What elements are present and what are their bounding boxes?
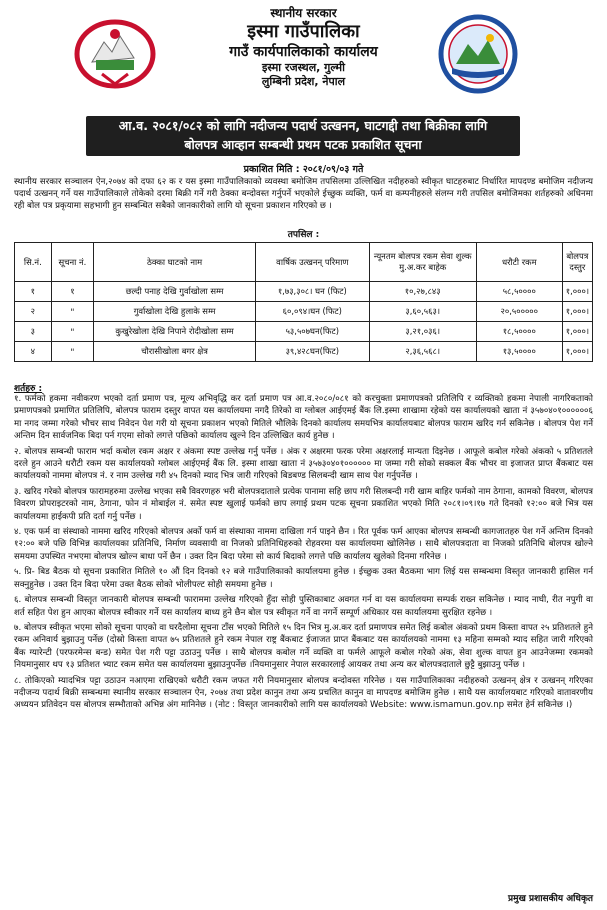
table-header-row bbox=[15, 243, 593, 282]
col-deposit: धरौटी रकम bbox=[476, 243, 562, 282]
cell-deposit: २०,५००००० bbox=[476, 302, 562, 322]
col-notice-no: सूचना नं. bbox=[51, 243, 94, 282]
condition-item: ७. बोलपत्र स्वीकृत भएमा सोको सूचना पाएको वा घरदैलोमा सूचना टाँस भएको मितिले १५ दिन भित्र मु.अ.कर दर्ता प्रमाणपत्र समेत लिई कबोल अंकको प्रथम किस्ता वापत २५ प्रतिशतले हुने रकम अनिवार्य बुझाउनु पर्नेछ (दोस्रो किस्ता वापत ७५ प्रतिशतले हुने रकम नेपाल राष्ट्र बैंकबाट ईजाजत प्राप्त बैंकबाट यस कार्यालयको नाममा १३ महिना सम्मको म्याद सहित जारी गरिएको बैंक ग्यारेन्टी (परफरमेन्स बन्ड) समेत पेश गरी पट्टा उठाउनु पर्नेछ । साथै बोलपत्र कबोल गर्ने व्यक्ति वा फर्मले आफूले कबोल गरेको अंक, सेवा शुल्क वापत हुन आउनेजम्मा रकमको नियमानुसार थप १३ प्रतिशत भ्याट रकम समेत यस कार्यालयमा बुझाउनुपर्नेछ ।नियमानुसार नेपाल सरकारलाई आयकर तथा अन्य कर बोलपत्रदाताले छुट्टै बुझाउनु पर्नेछ । bbox=[14, 622, 593, 671]
cell-annual-volume: १,७३,३०८। घन (फिट) bbox=[256, 282, 370, 302]
cell-serial: ४ bbox=[15, 342, 52, 362]
cell-site-name: गुर्वाखोला देखि हुलाके सम्म bbox=[94, 302, 256, 322]
signature-designation: प्रमुख प्रशासकीय अधिकृत bbox=[507, 894, 593, 904]
cell-notice-no: " bbox=[51, 322, 94, 342]
cell-site-name: कुखुरेखोला देखि निपाने रोदीखोला सम्म bbox=[94, 322, 256, 342]
bid-details-table bbox=[14, 242, 593, 362]
conditions-heading: शर्तहरु : bbox=[14, 384, 43, 394]
notice-title-banner bbox=[86, 116, 520, 156]
notice-title-line-1: आ.व. २०८१/०८२ को लागि नदीजन्य पदार्थ उत्खनन, घाटगद्दी तथा बिक्रीका लागि bbox=[118, 118, 488, 133]
municipality-logo-icon bbox=[438, 14, 518, 94]
cell-bid-fee: १,०००। bbox=[562, 302, 592, 322]
col-annual-volume: वार्षिक उत्खनन् परिमाण bbox=[256, 243, 370, 282]
table-row bbox=[15, 322, 593, 342]
local-government-label: स्थानीय सरकार bbox=[270, 6, 337, 20]
col-bid-fee: बोलपत्र दस्तुर bbox=[562, 243, 592, 282]
condition-item: २. बोलपत्र सम्बन्धी फाराम भर्दा कबोल रकम अक्षर र अंकमा स्पष्ट उल्लेख गर्नु पर्नेछ । अंक र अक्षरमा फरक परेमा अक्षरलाई मान्यता दिइनेछ । आफूले कबोल गरेको अंकको ५ प्रतिशतले दरले हुन आउने धरौटी रकम यस कार्यालयको ग्लोबल आईएमई बैंक लि. इस्मा शाखा खाता नं ३५७३०४०१०००००० मा जम्मा गरी सोको सक्कल बैंक भौचर वा इजाजत प्राप्त बैंकबाट यस कार्यालयको नाममा बोलपत्र नं. र नाम उल्लेख गरी ४५ दिनको म्याद भित्र जारी गरिएको बिडबण्ड सिलबन्दी खाम साथ पेश गर्नुपर्नेछ । bbox=[14, 446, 594, 482]
table-row bbox=[15, 302, 593, 322]
cell-annual-volume: ६०,०९४।घन (फिट) bbox=[256, 302, 370, 322]
condition-item: १. फर्मको हकमा नवीकरण भएको दर्ता प्रमाण पत्र, मूल्य अभिवृद्धि कर दर्ता प्रमाण पत्र आ.व.२०८०/०८१ को करचुक्ता प्रमाणपत्रको प्रतिलिपि र व्यक्तिको हकमा नेपाली नागरिकताको प्रमाणपत्रको प्रमाणित प्रतिलिपि, बोलपत्र फाराम दस्तुर वापत यस कार्यालयमा नगदै तिरेको वा ग्लोबल आईएमई बैंक लि.इस्मा शाखामा रहेको यस कार्यालयको खाता नं ३५७०४०१००००००६ मा नगद जम्मा गरेको भौचर साथ निवेदन पेश गरी यो सूचना प्रकाशन भएको मितिले भौलिके दिनको कार्यालय समयभित्र कार्यालयबाट बोलपत्र फाराम खरिद गर्न सकिनेछ । बोलपत्र पेश गर्ने अन्तिम दिन सार्वजनिक बिदा पर्न गएमा सोको लगत्ते पछिको कार्यालय खुल्ने दिन उल्लिखित कार्य हुनेछ । bbox=[14, 394, 593, 442]
letterhead bbox=[0, 0, 607, 112]
cell-serial: ३ bbox=[15, 322, 52, 342]
cell-minimum-bid: २,३६,५६८। bbox=[369, 342, 476, 362]
condition-item: ३. खरिद गरेको बोलपत्र फारामहरुमा उल्लेख भएका सबै विवरणहरु भरी बोलपत्रदाताले प्रत्येक पानामा सहि छाप गरी सिलबन्दी गरी खाम बाहिर फर्मको नाम ठेगाना, कामको विवरण, बोलपत्र विवरण प्रोपराइटरको नाम, ठेगाना, फोन नं मोबाईल नं. समेत स्पष्ट खुलाई फर्मको छाप लगाई प्रथम पटक सूचना प्रकाशित भएको मिति २०८१।०९।१७ गते दिनको १२:०० बजे भित्र यस कार्यालयमा हाईकपी प्रति दर्ता गर्नु पर्नेछ । bbox=[14, 486, 593, 522]
condition-item: ६. बोलपत्र सम्बन्धी विस्तृत जानकारी बोलपत्र सम्बन्धी फाराममा उल्लेख गरिएको हुँदा सोही पुस्तिकाबाट अवगत गर्न वा यस कार्यालयमा सम्पर्क राख्न सकिनेछ । म्याद नाघी, रीत नपुगी वा शर्त सहित पेश हुन आएका बोलपत्र स्वीकार गर्ने यस कार्यालय बाध्य हुने छैन बोल पत्र स्वीकृत गर्ने वा नगर्ने सम्पूर्ण अधिकार यस कार्यालयमा सुरक्षित रहनेछ । bbox=[14, 595, 593, 618]
condition-item: ८. तोकिएको म्यादभित्र पट्टा उठाउन नआएमा राखिएको धरौटी रकम जफत गरी नियमानुसार बोलपत्र बन्दोवस्त गरिनेछ । यस गाउँपालिकाका नदीहरुको उत्खनन् क्षेत्र र उत्खनन् गरिएका नदीजन्य पदार्थ बिक्री सम्बन्धमा स्थानीय सरकार सञ्चालन ऐन, २०७४ तथा प्रदेश कानुन तथा अन्य प्रचलित कानुन वा मापदण्ड बमोजिम हुनेछ । साथै यस कार्यालयबाट गरिएको वातावरणीय अध्ययन प्रतिवेदन यस बोलपत्र सम्भौताको अभिन्न अंग मानिनेछ । (नोट : विस्तृत जानकारीको लागि यस कार्यालयको Website: www.ismamun.gov.np समेत हेर्न सकिनेछ ।) bbox=[14, 675, 593, 711]
cell-deposit: १३,५०००० bbox=[476, 342, 562, 362]
cell-site-name: छल्दी पनाह देखि गुर्वाखोला सम्म bbox=[94, 282, 256, 302]
municipality-name: इस्मा गाउँपालिका bbox=[247, 21, 360, 42]
cell-notice-no: " bbox=[51, 342, 94, 362]
table-row bbox=[15, 342, 593, 362]
notice-title-line-2: बोलपत्र आव्हान सम्बन्धी प्रथम पटक प्रकाशित सूचना bbox=[184, 137, 422, 152]
publish-date: प्रकाशित मिति : २०८१/०९/०३ गते bbox=[243, 164, 364, 175]
col-serial: सि.नं. bbox=[15, 243, 52, 282]
cell-notice-no: " bbox=[51, 302, 94, 322]
cell-serial: १ bbox=[15, 282, 52, 302]
cell-minimum-bid: ३,२१,०३६। bbox=[369, 322, 476, 342]
annex-label: तपसिल : bbox=[287, 230, 320, 240]
cell-deposit: ५८,५०००० bbox=[476, 282, 562, 302]
cell-notice-no: १ bbox=[51, 282, 94, 302]
condition-item: ४. एक फर्म वा संस्थाको नाममा खरिद गरिएको बोलपत्र अर्को फर्म वा संस्थाका नाममा दाखिला गर्न पाइने छैन । रित पूर्वक फर्म आएका बोलपत्र सम्बन्धी कागजातहरु पेश गर्ने अन्तिम दिनको १२:०० बजे पछि विभिन्न कार्यालयका प्रतिनिधि, निर्माण व्यवसायी वा निजको प्रतिनिधिहरुको रोहवरमा यस कार्यालयमा खोलिनेछ । साथै बोलपत्रदाता वा निजको प्रतिनिधि बोलपत्र खोल्ने समयमा उपस्थित नभएमा बोलपत्र खोल्न बाधा पर्ने छैन । उक्त दिन बिदा परेमा सो कार्य बिदाको लगत्ते पछि कार्यालय खुलेको दिनमा गरिनेछ । bbox=[14, 527, 593, 562]
province-label: लुम्बिनी प्रदेश, नेपाल bbox=[261, 75, 346, 88]
office-address: इस्मा रजस्थल, गुल्मी bbox=[262, 61, 345, 74]
col-site-name: ठेक्का घाटको नाम bbox=[94, 243, 256, 282]
col-minimum-bid: न्यूनतम बोलपत्र रकम सेवा शुल्क मु.अ.कर बाहेक bbox=[369, 243, 476, 282]
cell-deposit: १८,५०००० bbox=[476, 322, 562, 342]
cell-minimum-bid: १०,२७,८४३ bbox=[369, 282, 476, 302]
conditions-list bbox=[14, 393, 593, 715]
condition-item: ५. प्रि- बिड बैठक यो सूचना प्रकाशित मितिले १० औं दिन दिनको १२ बजे गाउँपालिकाको कार्यालयमा हुनेछ । ईच्छुक उक्त बैठकमा भाग लिई यस सम्बन्धमा विस्तृत जानकारी हासिल गर्न सक्नुहुनेछ । उक्त दिन बिदा परेमा उक्त बैठक सोको भोलीपल्ट सोही समयमा हुनेछ । bbox=[14, 567, 593, 590]
cell-bid-fee: १,०००। bbox=[562, 322, 592, 342]
table-row bbox=[15, 282, 593, 302]
cell-bid-fee: १,०००। bbox=[562, 342, 592, 362]
cell-minimum-bid: ३,६०,५६३। bbox=[369, 302, 476, 322]
office-name: गाउँ कार्यपालिकाको कार्यालय bbox=[229, 44, 378, 60]
cell-bid-fee: १,०००। bbox=[562, 282, 592, 302]
cell-site-name: चौरासीखोला बगर क्षेत्र bbox=[94, 342, 256, 362]
cell-serial: २ bbox=[15, 302, 52, 322]
cell-annual-volume: ५३,५०७घन(फिट) bbox=[256, 322, 370, 342]
cell-annual-volume: ३९,४२८घन(फिट) bbox=[256, 342, 370, 362]
intro-paragraph: स्थानीय सरकार सञ्चालन ऐन,२०७४ को दफा ६२ क र यस इस्मा गाउँपालिकाको व्यवस्था बमोजिम तपसिलमा उल्लिखित नदीहरुको स्वीकृत घाटहरुबाट निर्धारित मापदण्ड बमोजिम नदीजन्य पदार्थ उत्खनन् गर्ने यस गाउँपालिकाले तोकेको दरमा बिक्री गर्ने गरी ठेक्का बन्दोवस्त गर्नुपर्ने भएकोले ईच्छुक व्यक्ति, फर्म वा कम्पनीहरुले संलग्न गरी तपसिल बमोजिमका शर्तहरुको अधिनमा रही बोल पत्र प्रकृयामा सहभागी हुन सम्बन्धित सबैको जानकारीको लागि यो सूचना प्रकाशन गरिएको छ । bbox=[14, 177, 593, 211]
